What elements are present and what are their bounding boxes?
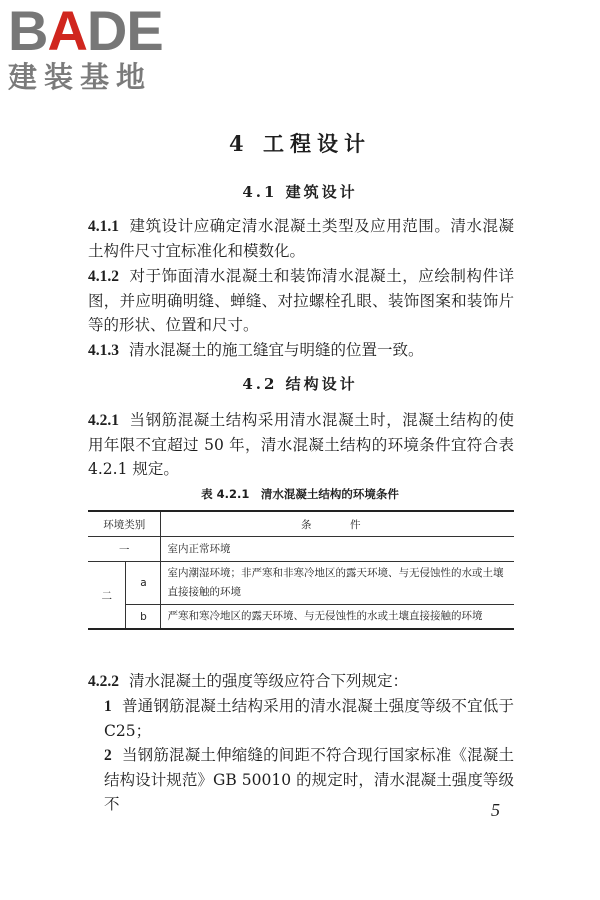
header-category: 环境类别 — [88, 511, 161, 537]
clause-4-2-2 — [88, 669, 514, 816]
cell-category: 一 — [88, 537, 161, 562]
table-header-row — [88, 511, 514, 537]
chapter-title: 4 工程设计 — [229, 131, 371, 156]
page-number: 5 — [491, 800, 500, 820]
table-row — [88, 562, 514, 605]
cell-condition: 室内潮湿环境；非严寒和非寒冷地区的露天环境、与无侵蚀性的水或土壤直接接触的环境 — [161, 562, 514, 605]
cell-subcategory: a — [126, 562, 161, 605]
table-row — [88, 605, 514, 630]
site-logo — [8, 0, 178, 94]
logo-wordmark: BADE — [8, 0, 163, 62]
table-row — [88, 537, 514, 562]
logo-subtitle: 建装基地 — [8, 60, 153, 94]
list-item: 2 当钢筋混凝土伸缩缝的间距不符合现行国家标准《混凝土结构设计规范》GB 50010 的规定时，清水混凝土强度等级不 — [104, 746, 514, 813]
cell-category: 二 — [88, 562, 126, 630]
cell-condition: 室内正常环境 — [161, 537, 514, 562]
clause-4-1-1: 4.1.1 建筑设计应确定清水混凝土类型及应用范围。清水混凝土构件尺寸宜标准化和模数化。 — [88, 217, 514, 260]
clause-4-2-2-intro: 4.2.2 清水混凝土的强度等级应符合下列规定： — [88, 672, 409, 690]
header-condition: 条 件 — [161, 511, 514, 537]
table-caption: 表 4.2.1 清水混凝土结构的环境条件 — [201, 487, 399, 501]
clause-4-1-2: 4.1.2 对于饰面清水混凝土和装饰清水混凝土，应绘制构件详图，并应明确明缝、蝉缝、对拉螺栓孔眼、装饰图案和装饰片等的形状、位置和尺寸。 — [88, 267, 514, 334]
clause-4-1-3: 4.1.3 清水混凝土的施工缝宜与明缝的位置一致。 — [88, 341, 424, 359]
section-title-4-1: 4.1 建筑设计 — [242, 183, 358, 201]
cell-condition: 严寒和寒冷地区的露天环境、与无侵蚀性的水或土壤直接接触的环境 — [161, 605, 514, 630]
clause-4-2-1: 4.2.1 当钢筋混凝土结构采用清水混凝土时，混凝土结构的使用年限不宜超过 50 年，清水混凝土结构的环境条件宜符合表 4.2.1 规定。 — [88, 411, 514, 478]
cell-subcategory: b — [126, 605, 161, 630]
section-title-4-2: 4.2 结构设计 — [242, 375, 358, 393]
environment-table — [88, 510, 514, 630]
list-item: 1 普通钢筋混凝土结构采用的清水混凝土强度等级不宜低于 C25； — [104, 697, 514, 740]
